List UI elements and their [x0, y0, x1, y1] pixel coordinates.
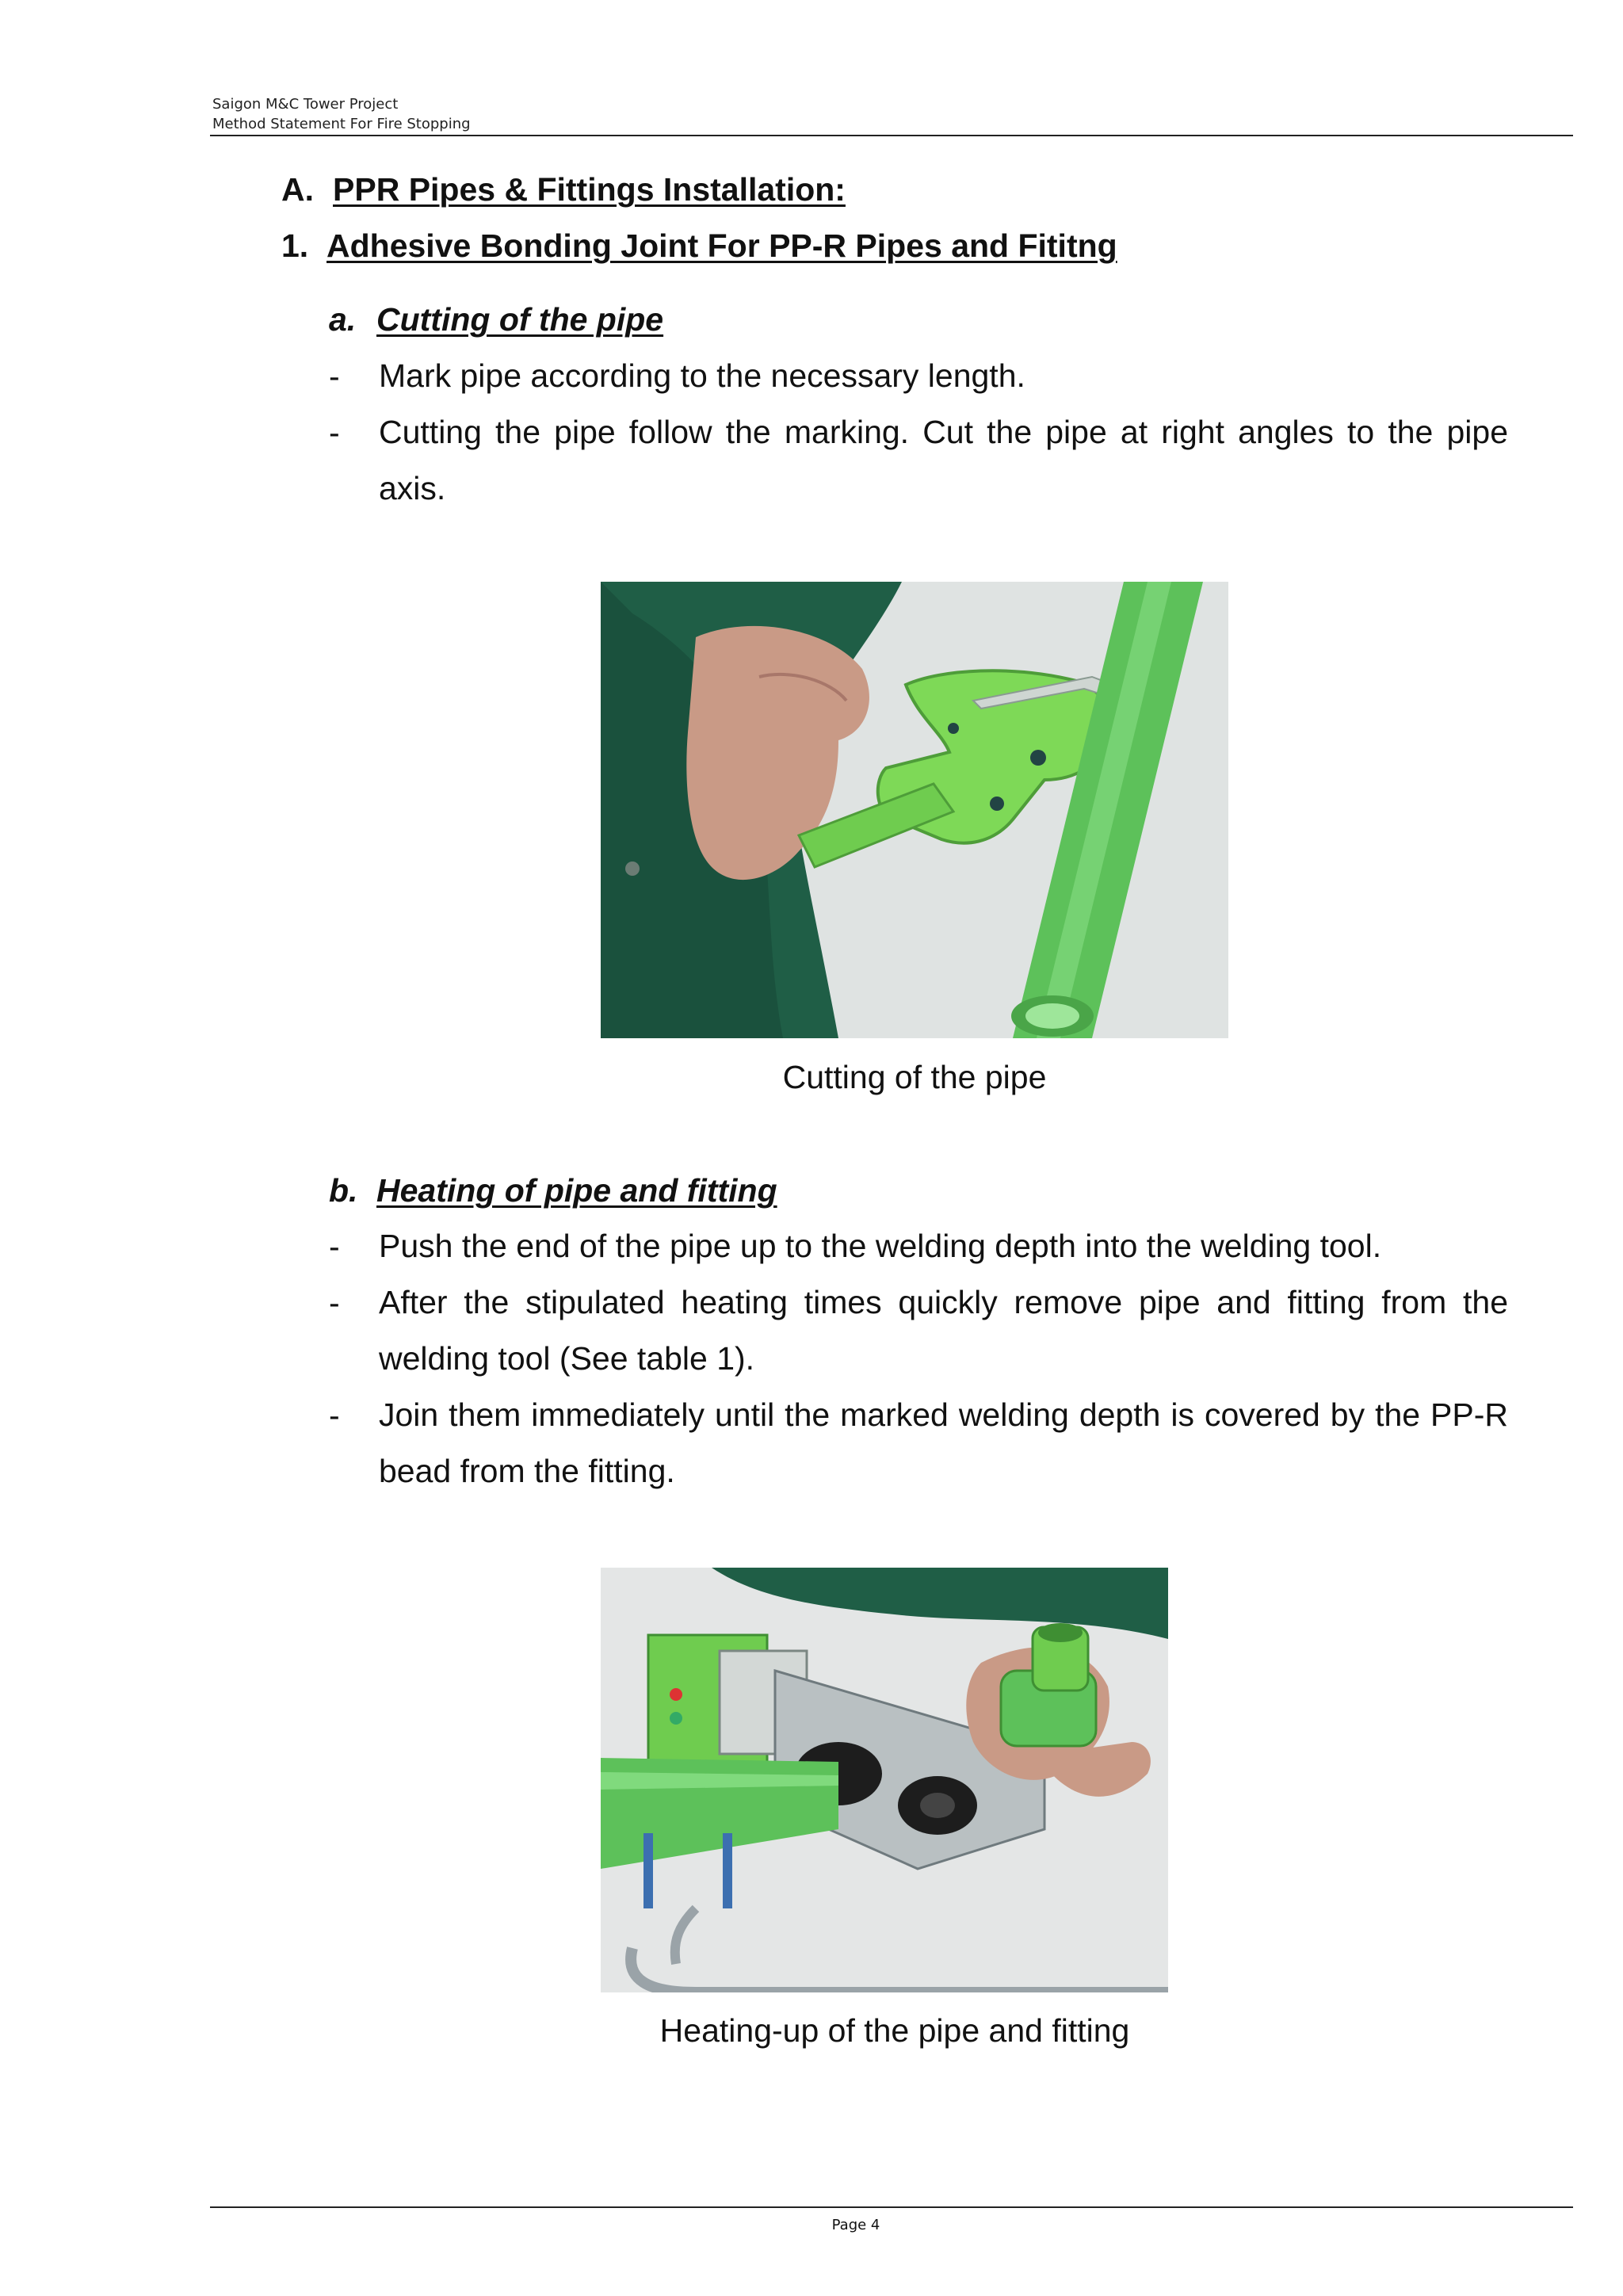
- section-marker: A.: [281, 171, 314, 208]
- step-b-item-2: After the stipulated heating times quickly remove pipe and fitting from the welding tool (See table 1).: [379, 1284, 1508, 1377]
- heating-pipe-photo: [601, 1568, 1168, 1992]
- step-b-item-3: Join them immediately until the marked welding depth is covered by the PP-R bead from the fitting.: [379, 1396, 1508, 1489]
- header-rule: [210, 135, 1573, 136]
- step-a-item-2: Cutting the pipe follow the marking. Cut the pipe at right angles to the pipe axis.: [379, 414, 1508, 506]
- step-b-title: Heating of pipe and fitting: [376, 1172, 777, 1209]
- step-a-title: Cutting of the pipe: [376, 301, 664, 338]
- subsection-marker: 1.: [281, 227, 309, 264]
- cutting-pipe-caption: Cutting of the pipe: [782, 1059, 1047, 1095]
- bullet-dash: -: [329, 415, 340, 451]
- bullet-dash: -: [329, 1397, 340, 1434]
- bullet-dash: -: [329, 1228, 340, 1265]
- section-title: PPR Pipes & Fittings Installation:: [333, 171, 846, 208]
- heating-pipe-caption: Heating-up of the pipe and fitting: [659, 2012, 1130, 2049]
- bullet-dash: -: [329, 1285, 340, 1321]
- bullet-dash: -: [329, 358, 340, 395]
- step-a-item-1: Mark pipe according to the necessary length.: [379, 357, 1025, 394]
- header-subtitle: Method Statement For Fire Stopping: [212, 116, 471, 132]
- step-b-item-1: Push the end of the pipe up to the welding depth into the welding tool.: [379, 1228, 1382, 1264]
- step-b-marker: b.: [329, 1172, 358, 1209]
- cutting-pipe-photo: [601, 582, 1228, 1038]
- cutting-pipe-illustration: [601, 582, 1228, 1038]
- step-a-marker: a.: [329, 301, 357, 338]
- footer-rule: [210, 2206, 1573, 2208]
- page-number: Page 4: [831, 2217, 880, 2233]
- subsection-title: Adhesive Bonding Joint For PP-R Pipes and Fititng: [327, 227, 1117, 264]
- header-project: Saigon M&C Tower Project: [212, 96, 399, 113]
- heating-pipe-illustration: [601, 1568, 1168, 1992]
